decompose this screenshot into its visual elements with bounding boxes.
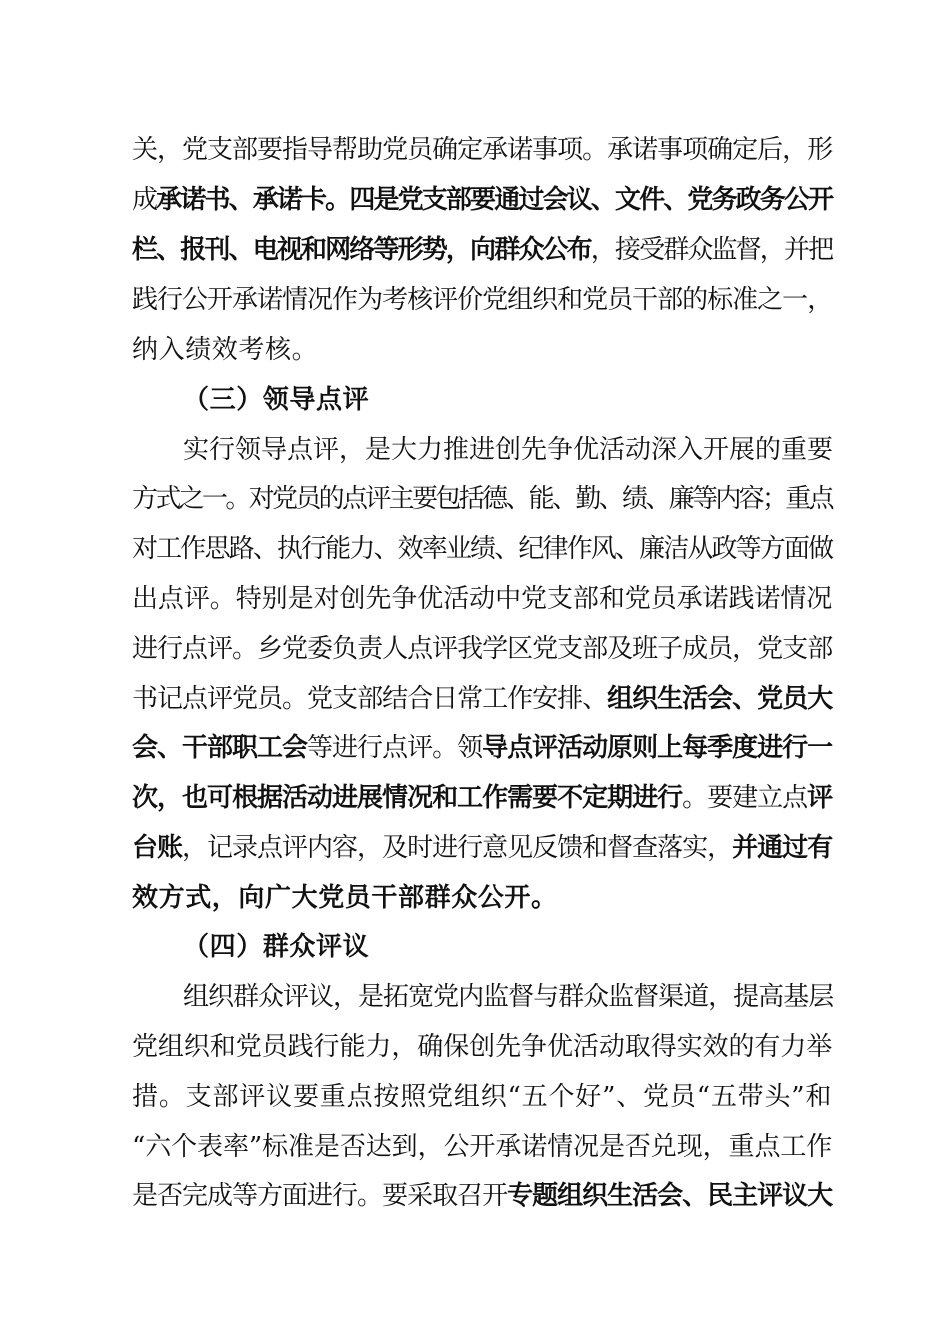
text-line [132,1072,832,1122]
heading-text: （三）领导点评 [183,385,370,415]
text-segment: ，接受群众监督，并把 [590,235,832,265]
text-line [132,325,832,375]
text-segment: 。要建立点 [682,783,808,813]
text-line [183,972,833,1022]
text-line [132,674,832,724]
text-line [132,773,832,823]
text-line [132,1122,832,1172]
text-segment: 实行领导点评，是大力推进创先争优活动深入开展的重要 [183,435,834,465]
text-line [132,1171,832,1221]
text-segment: 出点评。特别是对创先争优活动中党支部和党员承诺践诺情况 [132,584,832,614]
text-segment: 等进行点评。领 [307,733,483,763]
text-line [132,873,832,923]
text-segment: 是否完成等方面进行。要采取召开 [132,1181,508,1211]
text-line [132,275,832,325]
bold-text-segment: 效方式，向广大党员干部群众公开。 [132,883,558,913]
bold-text-segment: 会、干部职工会 [132,733,308,763]
text-line [132,624,832,674]
text-line [132,1022,832,1072]
text-segment: 组织群众评议，是拓宽党内监督与群众监督渠道，提高基层 [183,982,833,1012]
section-heading [183,922,883,972]
section-heading [183,375,883,425]
text-segment: 纳入绩效考核。 [132,335,319,365]
bold-text-segment: 次，也可根据活动进展情况和工作需要不定期进行 [132,783,683,813]
bold-text-segment: 导点评活动原则上每季度进行一 [482,733,832,763]
text-segment: 党组织和党员践行能力，确保创先争优活动取得实效的有力举 [132,1032,832,1062]
bold-text-segment: 承诺书、承诺卡。四是党支部要通过会议、文件、党务政务公开 [156,185,833,215]
bold-text-segment: 栏、报刊、电视和网络等形势，向群众公布 [132,235,591,265]
text-line [132,823,832,873]
text-line [183,425,833,475]
text-segment: 进行点评。乡党委负责人点评我学区党支部及班子成员，党支部 [132,634,832,664]
bold-text-segment: 台账 [132,833,183,863]
text-line [132,574,832,624]
text-segment: “六个表率”标准是否达到，公开承诺情况是否兑现，重点工作 [132,1132,832,1162]
text-segment: 践行公开承诺情况作为考核评价党组织和党员干部的标准之一， [132,285,832,315]
text-segment: 关，党支部要指导帮助党员确定承诺事项。承诺事项确定后，形 [132,135,832,165]
bold-text-segment: 并通过有 [732,833,832,863]
text-segment: 措。支部评议要重点按照党组织“五个好”、党员“五带头”和 [132,1082,832,1112]
bold-text-segment: 组织生活会、党员大 [607,684,832,714]
text-segment: 方式之一。对党员的点评主要包括德、能、勤、绩、廉等内容；重点 [132,484,832,514]
text-segment: 对工作思路、执行能力、效率业绩、纪律作风、廉洁从政等方面做 [132,534,832,564]
text-line [132,524,832,574]
text-segment: 成 [132,185,157,215]
heading-text: （四）群众评议 [183,932,370,962]
text-line [132,723,832,773]
text-line [132,225,832,275]
bold-text-segment: 专题组织生活会、民主评议大 [507,1181,832,1211]
text-segment: ，记录点评内容，及时进行意见反馈和督查落实， [182,833,733,863]
text-line [132,474,832,524]
text-line [132,125,832,175]
text-line [132,175,832,225]
bold-text-segment: 评 [807,783,832,813]
text-segment: 书记点评党员。党支部结合日常工作安排、 [132,684,608,714]
